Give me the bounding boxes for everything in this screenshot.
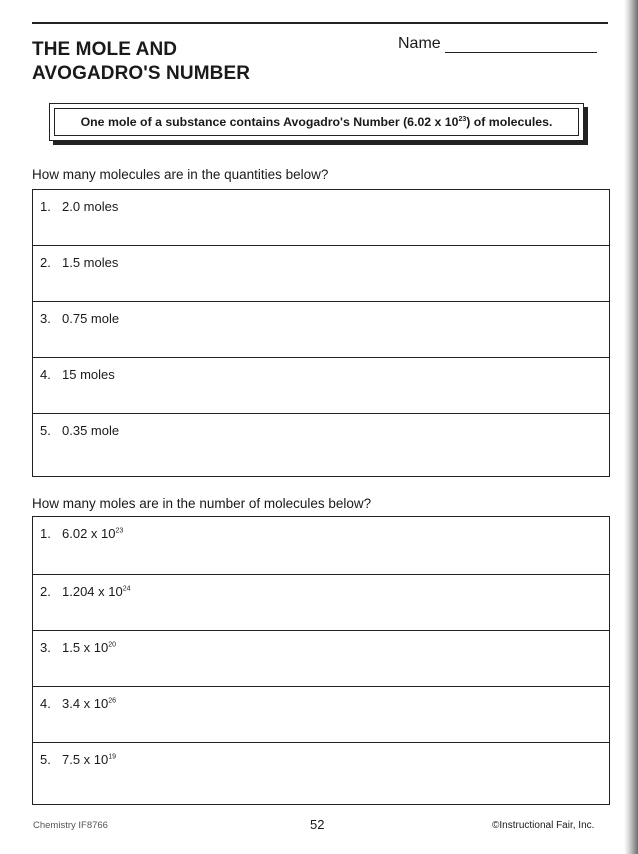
callout-text xyxy=(81,115,553,129)
page-title xyxy=(32,38,250,86)
item-exponent: 26 xyxy=(108,697,117,705)
item-number: 2. xyxy=(40,255,51,270)
item-label xyxy=(40,199,118,214)
item-quantity: 1.5 x 10 xyxy=(62,640,109,655)
item-label xyxy=(40,311,119,326)
item-quantity: 0.75 mole xyxy=(62,311,120,326)
item-label xyxy=(40,752,116,767)
item-label xyxy=(40,640,116,655)
section1-question: How many molecules are in the quantities below? xyxy=(32,167,329,182)
item-quantity: 1.204 x 10 xyxy=(62,584,123,599)
name-field xyxy=(398,35,597,53)
answer-row[interactable] xyxy=(33,358,609,414)
item-number: 1. xyxy=(40,199,51,214)
item-number: 3. xyxy=(40,311,51,326)
scan-shadow-edge xyxy=(624,0,638,854)
answer-row[interactable] xyxy=(33,414,609,476)
item-label xyxy=(40,367,115,382)
item-quantity: 3.4 x 10 xyxy=(62,696,109,711)
definition-callout xyxy=(49,103,584,141)
section1-answer-box xyxy=(32,189,610,477)
item-exponent: 19 xyxy=(108,753,117,761)
page-number: 52 xyxy=(310,817,325,832)
name-label: Name xyxy=(398,35,441,52)
top-rule xyxy=(32,22,608,24)
callout-text-after: ) of molecules. xyxy=(466,115,553,129)
item-number: 3. xyxy=(40,640,51,655)
item-exponent: 20 xyxy=(108,641,117,649)
footer-book-code: Chemistry IF8766 xyxy=(33,820,108,831)
item-quantity: 7.5 x 10 xyxy=(62,752,109,767)
item-label xyxy=(40,696,116,711)
item-number: 4. xyxy=(40,696,51,711)
callout-exponent: 23 xyxy=(458,115,467,123)
item-number: 2. xyxy=(40,584,51,599)
answer-row[interactable] xyxy=(33,575,609,631)
answer-row[interactable] xyxy=(33,246,609,302)
item-quantity: 1.5 moles xyxy=(62,255,119,270)
answer-row[interactable] xyxy=(33,743,609,804)
item-label xyxy=(40,255,118,270)
footer-copyright: ©Instructional Fair, Inc. xyxy=(492,820,595,831)
answer-row[interactable] xyxy=(33,302,609,358)
section2-question: How many moles are in the number of molecules below? xyxy=(32,496,372,511)
item-quantity: 2.0 moles xyxy=(62,199,119,214)
item-number: 5. xyxy=(40,423,51,438)
item-quantity: 15 moles xyxy=(62,367,115,382)
item-quantity: 6.02 x 10 xyxy=(62,526,116,541)
item-label xyxy=(40,584,131,599)
answer-row[interactable] xyxy=(33,190,609,246)
item-label xyxy=(40,423,119,438)
title-line-2: AVOGADRO'S NUMBER xyxy=(32,63,251,84)
answer-row[interactable] xyxy=(33,631,609,687)
item-quantity: 0.35 mole xyxy=(62,423,120,438)
item-number: 5. xyxy=(40,752,51,767)
answer-row[interactable] xyxy=(33,517,609,575)
item-number: 4. xyxy=(40,367,51,382)
title-line-1: THE MOLE AND xyxy=(32,39,178,60)
answer-row[interactable] xyxy=(33,687,609,743)
item-exponent: 24 xyxy=(122,585,131,593)
name-blank-line[interactable] xyxy=(445,38,597,53)
callout-text-before: One mole of a substance contains Avogadro's Number (6.02 x 10 xyxy=(80,115,459,129)
item-exponent: 23 xyxy=(115,527,124,535)
item-number: 1. xyxy=(40,526,51,541)
section2-answer-box xyxy=(32,516,610,805)
item-label xyxy=(40,526,123,541)
